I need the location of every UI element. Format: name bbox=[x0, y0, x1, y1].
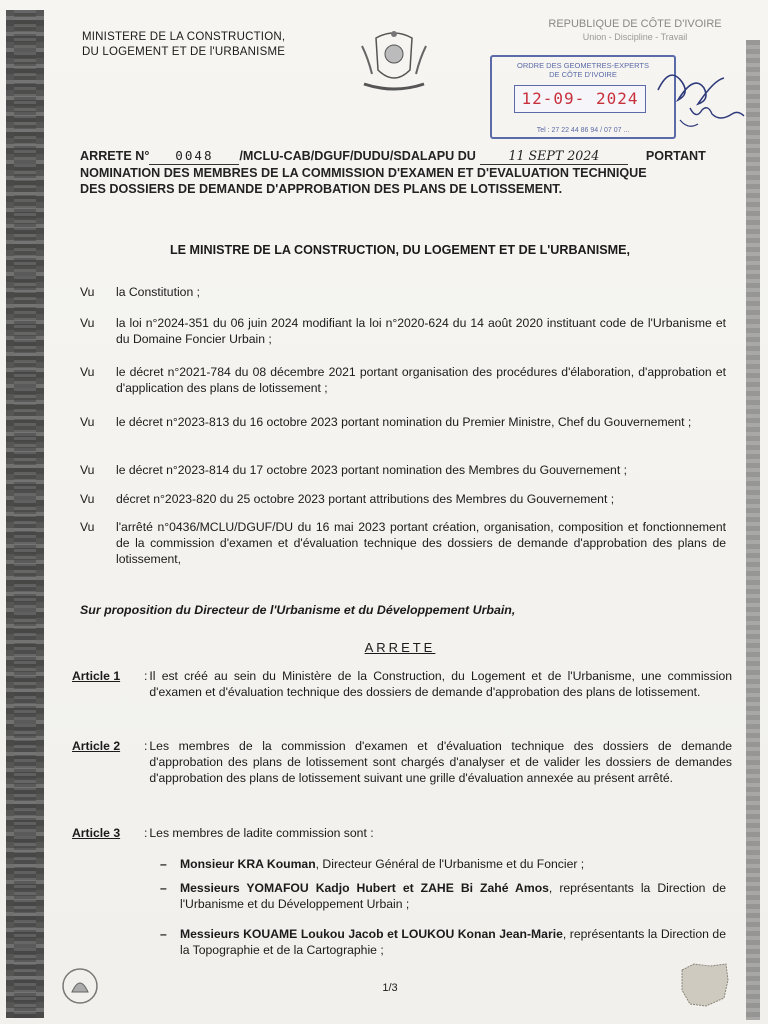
minister-heading: LE MINISTRE DE LA CONSTRUCTION, DU LOGEMENT ET DE L'URBANISME, bbox=[169, 243, 631, 257]
vu-item bbox=[80, 284, 726, 300]
member-name: Messieurs KOUAME Loukou Jacob et LOUKOU Konan Jean-Marie bbox=[180, 927, 563, 941]
vu-label: Vu bbox=[80, 285, 95, 299]
handwritten-signature-icon bbox=[650, 60, 750, 140]
coat-of-arms-icon bbox=[354, 24, 434, 96]
decree-title bbox=[80, 148, 720, 197]
arrete-reference: /MCLU-CAB/DGUF/DUDU/SDALAPU DU bbox=[239, 149, 476, 163]
vu-label: Vu bbox=[80, 415, 95, 429]
article-colon: : bbox=[144, 739, 148, 753]
stamp-date: 12-09- 2024 bbox=[521, 89, 639, 108]
article-text: Les membres de la commission d'examen et d'évaluation technique des dossiers de demande d'approbation des plans de lotissement sont chargés d'analyser et de valider les dossiers de demandes d'approbation des plans de lotissement suivant une grille d'évaluation annexée au présent arrêté. bbox=[149, 739, 732, 785]
vu-label: Vu bbox=[80, 316, 95, 330]
proposition-line: Sur proposition du Directeur de l'Urbanisme et du Développement Urbain, bbox=[80, 603, 516, 617]
arrete-prefix: ARRETE N° bbox=[80, 149, 150, 163]
vu-label: Vu bbox=[80, 520, 95, 534]
vu-label: Vu bbox=[80, 463, 95, 477]
security-border-right bbox=[746, 40, 760, 1020]
arrete-heading: ARRETE bbox=[364, 640, 436, 655]
member-bullet: – bbox=[160, 857, 167, 871]
ministry-line-2: DU LOGEMENT ET DE l'URBANISME bbox=[82, 46, 286, 58]
member-role: , représentants la Direction de l'Urbanisme et du Développement Urbain ; bbox=[180, 881, 726, 911]
article bbox=[72, 668, 732, 700]
stamp-org-line-2: DE CÔTE D'IVOIRE bbox=[549, 70, 617, 79]
article-label: Article 2 bbox=[72, 739, 121, 753]
vu-label: Vu bbox=[80, 365, 95, 379]
member-item bbox=[160, 926, 726, 958]
vu-text: la loi n°2024-351 du 06 juin 2024 modifiant la loi n°2020-624 du 14 août 2020 instituant code de l'Urbanisme et du Domaine Foncier Urbain ; bbox=[116, 316, 726, 346]
republic-header bbox=[510, 18, 760, 42]
republic-motto: Union - Discipline - Travail bbox=[582, 32, 688, 42]
stamp-organization bbox=[498, 61, 668, 79]
article-text: Les membres de ladite commission sont : bbox=[149, 826, 374, 840]
member-role: , représentants la Direction de la Topographie et de la Cartographie ; bbox=[180, 927, 726, 957]
vu-item bbox=[80, 364, 726, 396]
member-name: Messieurs YOMAFOU Kadjo Hubert et ZAHE Bi Zahé Amos bbox=[180, 881, 549, 895]
article bbox=[72, 738, 732, 786]
member-text bbox=[180, 856, 726, 872]
footer-seal-icon bbox=[60, 966, 100, 1006]
ministry-header bbox=[82, 30, 285, 60]
ministry-line-1: MINISTERE DE LA CONSTRUCTION, bbox=[82, 31, 286, 43]
vu-text: la Constitution ; bbox=[116, 285, 201, 299]
article-label: Article 3 bbox=[72, 826, 121, 840]
arrete-portant: PORTANT bbox=[645, 149, 706, 163]
member-text bbox=[180, 926, 726, 958]
cote-divoire-map-icon bbox=[676, 960, 732, 1010]
republic-name: REPUBLIQUE DE CÔTE D'IVOIRE bbox=[548, 18, 722, 30]
decree-title-line-1 bbox=[80, 148, 720, 165]
decree-title-line-3: DES DOSSIERS DE DEMANDE D'APPROBATION DES PLANS DE LOTISSEMENT. bbox=[80, 182, 563, 196]
vu-item bbox=[80, 462, 726, 478]
stamp-phone: Tel : 27 22 44 86 94 / 07 07 ... bbox=[536, 127, 630, 134]
arrete-number: 0048 bbox=[149, 148, 239, 165]
article-colon: : bbox=[144, 669, 148, 683]
arrete-date: 11 SEPT 2024 bbox=[480, 148, 628, 165]
vu-label: Vu bbox=[80, 492, 95, 506]
article bbox=[72, 825, 732, 841]
vu-text: le décret n°2021-784 du 08 décembre 2021 portant organisation des procédures d'élaboration, d'approbation et d'application des plans de lotissement ; bbox=[116, 365, 726, 395]
member-name: Monsieur KRA Kouman bbox=[180, 857, 316, 871]
vu-item bbox=[80, 315, 726, 347]
decree-title-line-2: NOMINATION DES MEMBRES DE LA COMMISSION D'EXAMEN ET D'EVALUATION TECHNIQUE bbox=[80, 166, 647, 180]
article-colon: : bbox=[144, 826, 148, 840]
member-item bbox=[160, 856, 726, 872]
member-role: , Directeur Général de l'Urbanisme et du Foncier ; bbox=[315, 857, 585, 871]
article-text: Il est créé au sein du Ministère de la Construction, du Logement et de l'Urbanisme, une commission d'examen et d'évaluation technique des dossiers de demande d'approbation des plans de lotissement. bbox=[149, 669, 732, 699]
vu-item bbox=[80, 414, 726, 430]
vu-text: décret n°2023-820 du 25 octobre 2023 portant attributions des Membres du Gouvernement ; bbox=[116, 492, 615, 506]
member-bullet: – bbox=[160, 927, 167, 941]
vu-text: le décret n°2023-813 du 16 octobre 2023 portant nomination du Premier Ministre, Chef du Gouvernement ; bbox=[116, 415, 692, 429]
page-number: 1/3 bbox=[382, 982, 398, 994]
article-label: Article 1 bbox=[72, 669, 121, 683]
member-bullet: – bbox=[160, 881, 167, 895]
member-text bbox=[180, 880, 726, 912]
vu-item bbox=[80, 519, 726, 567]
security-border-left-inner bbox=[14, 10, 36, 1018]
member-item bbox=[160, 880, 726, 912]
stamp-org-line-1: ORDRE DES GEOMETRES-EXPERTS bbox=[517, 61, 649, 70]
vu-text: l'arrêté n°0436/MCLU/DGUF/DU du 16 mai 2023 portant création, organisation, composition et fonctionnement de la commission d'examen et d'évaluation technique des dossiers de demande d'approbation des plans de lotissement, bbox=[116, 520, 726, 566]
reception-stamp bbox=[490, 55, 676, 139]
stamp-date-box bbox=[514, 85, 646, 113]
vu-text: le décret n°2023-814 du 17 octobre 2023 portant nomination des Membres du Gouvernement ; bbox=[116, 463, 627, 477]
vu-item bbox=[80, 491, 726, 507]
